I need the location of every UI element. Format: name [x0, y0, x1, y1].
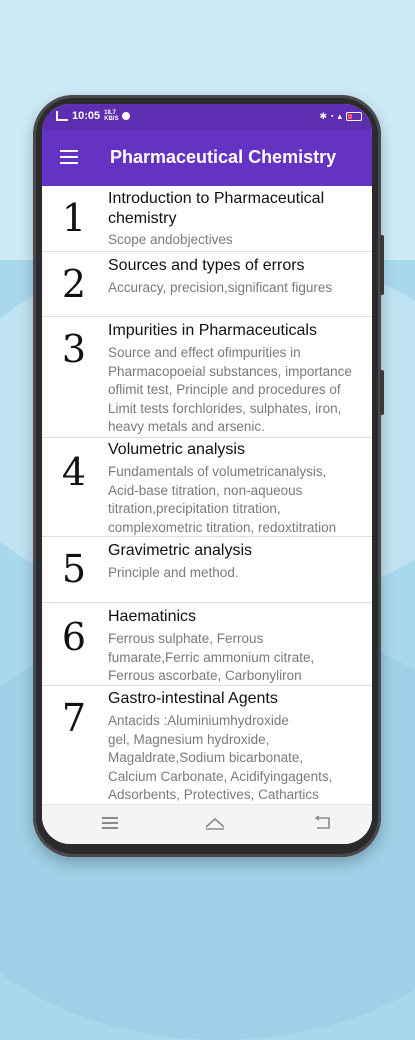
- app-bar: [42, 130, 372, 186]
- volume-button: [380, 235, 384, 295]
- topic-title: Volumetric analysis: [108, 441, 245, 458]
- home-icon[interactable]: [204, 815, 226, 836]
- app-title: Pharmaceutical Chemistry: [110, 147, 337, 167]
- topic-subtitle: Fundamentals of volumetricanalysis, Acid-base titration, non-aqueous titration,precipitation titration, complexometric titration, redoxtitration: [108, 464, 337, 535]
- topic-item-3[interactable]: [42, 317, 372, 438]
- topic-item-7[interactable]: [42, 686, 372, 804]
- topic-number: 4: [61, 450, 87, 494]
- topic-subtitle: Scope andobjectives: [108, 232, 233, 247]
- status-left: [56, 110, 130, 122]
- status-bar: [42, 104, 372, 130]
- battery-icon: [346, 112, 362, 121]
- bluetooth-icon: ✱: [319, 111, 327, 121]
- recent-apps-icon[interactable]: [102, 817, 118, 829]
- power-button: [380, 370, 384, 415]
- app-notification-icon: [122, 112, 130, 120]
- topic-item-6[interactable]: [42, 603, 372, 686]
- topic-subtitle: Source and effect ofimpurities in Pharmacopoeial substances, importance oflimit test, Principle and procedures of Limit tests forchlorides, sulphates, iron, heavy metals and arsenic.: [108, 345, 352, 434]
- system-nav-bar: [42, 804, 372, 844]
- topic-item-1[interactable]: [42, 186, 372, 252]
- topic-item-4[interactable]: [42, 438, 372, 537]
- topic-number: 1: [61, 196, 87, 240]
- topic-number: 5: [61, 547, 87, 591]
- phone-screen: [42, 104, 372, 844]
- volte-icon: ▪: [330, 113, 334, 120]
- topic-subtitle: Ferrous sulphate, Ferrous fumarate,Ferric ammonium citrate, Ferrous ascorbate, Carbonyliron: [108, 631, 315, 683]
- topic-subtitle: Principle and method.: [108, 565, 239, 580]
- topic-title: Gastro-intestinal Agents: [108, 690, 278, 707]
- back-icon[interactable]: [314, 816, 332, 835]
- network-speed: 18.7 KB/S: [104, 110, 119, 122]
- topic-subtitle: Antacids :Aluminiumhydroxide gel, Magnesium hydroxide, Magaldrate,Sodium bicarbonate, Calcium Carbonate, Acidifyingagents, Adsorbents, Protectives, Cathartics: [108, 713, 333, 802]
- status-time: 10:05: [72, 110, 101, 122]
- hamburger-menu-icon[interactable]: [60, 150, 78, 164]
- topic-subtitle: Accuracy, precision,significant figures: [108, 280, 333, 295]
- topic-title: Sources and types of errors: [108, 257, 305, 274]
- signal-icon: [56, 111, 68, 121]
- topic-item-5[interactable]: [42, 537, 372, 603]
- topic-title: Gravimetric analysis: [108, 542, 253, 559]
- topic-number: 2: [61, 262, 87, 306]
- topic-title: Introduction to Pharmaceutical chemistry: [108, 190, 325, 227]
- topic-title: Impurities in Pharmaceuticals: [108, 322, 317, 339]
- topic-number: 3: [61, 327, 87, 371]
- topic-list: [42, 186, 372, 804]
- status-right: [319, 111, 362, 122]
- topic-item-2[interactable]: [42, 252, 372, 317]
- topic-number: 7: [61, 696, 87, 740]
- signal-strength-icon: ▴: [337, 111, 342, 121]
- topic-title: Haematinics: [108, 608, 197, 625]
- topic-number: 6: [61, 615, 87, 659]
